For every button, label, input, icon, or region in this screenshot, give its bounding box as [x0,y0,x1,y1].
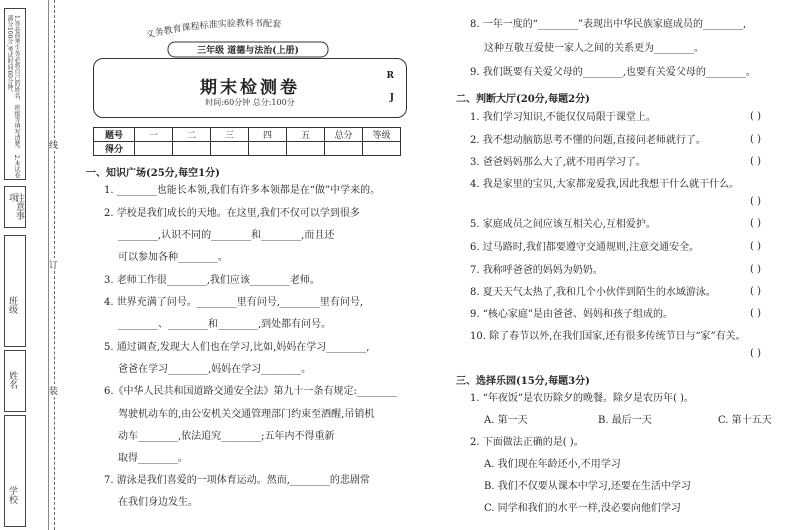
s3-q2: 2. 下面做法正确的是( )。 [470,437,584,448]
section1-title: 一、知识广场(25分,每空1分) [86,168,220,179]
title-box [93,58,407,118]
s3-q1-opt-c[interactable]: C. 第十五天 [718,415,772,426]
s2-item-8: 9. “核心家庭”是由爸爸、妈妈和孩子组成的。 [470,309,673,320]
answer-paren[interactable]: ( ) [750,218,761,229]
s2-item-7: 8. 夏天天气太热了,我和几个小伙伴到陌生的水域游泳。 [470,287,716,298]
s1-line-11: 动车________,依法追究________;五年内不得重新 [118,431,335,442]
name-field[interactable] [4,350,26,412]
s2-item-3: 4. 我是家里的宝贝,大家都宠爱我,因此我想干什么就干什么。 [470,179,740,190]
score-h6: 总分 [325,128,363,142]
s1-line-14: 在我们身边发生。 [118,497,198,508]
page-title: 期末检测卷 [200,78,300,98]
section2-title: 二、判断大厅(20分,每题2分) [456,94,590,105]
score-h3: 三 [211,128,249,142]
notice-title: 注意事项 [7,193,24,220]
side-j: J [389,93,394,103]
answer-paren[interactable]: ( ) [750,348,761,359]
header-arc [128,18,368,58]
answer-paren[interactable]: ( ) [750,308,761,319]
exam-info: 时间:60分钟 总分:100分 [205,98,295,107]
s1-line-2: ________,认识不同的________和________,而且还 [118,230,335,241]
notice-text: 1.答卷前考生务必将自己的姓名、班级等填写清楚。 2.本试卷满分100分,考试时间60分钟。 [6,15,20,179]
answer-paren[interactable]: ( ) [750,286,761,297]
cut-mark-1: 线 [49,138,58,151]
class-field[interactable] [4,235,26,347]
cut-mark-3: 装 [49,384,58,397]
score-h2: 二 [173,128,211,142]
s3-q1: 1. “年夜饭”是农历除夕的晚餐。除夕是农历年( )。 [470,393,694,404]
s2-item-4: 5. 家庭成员之间应该互相关心,互相爱护。 [470,219,656,230]
score-cell[interactable] [363,142,401,156]
answer-paren[interactable]: ( ) [750,264,761,275]
notice-box [4,8,26,180]
cut-mark-2: 订 [49,258,58,271]
s1-line-8: 爸爸在学习________,妈妈在学习________。 [118,364,312,375]
name-label: 姓名 [7,371,17,389]
score-table [93,127,401,156]
answer-paren[interactable]: ( ) [750,156,761,167]
s1-line-0: 1. ________也能长本领,我们有许多本领都是在“做”中学来的。 [104,185,381,196]
score-header-row [94,128,401,142]
answer-paren[interactable]: ( ) [750,111,761,122]
s2-item-5: 6. 过马路时,我们都要遵守交通规则,注意交通安全。 [470,242,700,253]
s1-line-9: 6.《中华人民共和国道路交通安全法》第九十一条有规定:________ [104,386,397,397]
score-h0: 题号 [94,128,135,142]
s2-item-9: 10. 除了春节以外,在我们国家,还有很多传统节日与“家”有关。 [470,331,746,342]
score-h5: 五 [287,128,325,142]
r-line-2: 9. 我们既要有关爱父母的________,也要有关爱父母的________。 [470,67,756,78]
score-cell[interactable] [211,142,249,156]
school-field[interactable] [4,415,26,527]
score-h7: 等级 [363,128,401,142]
s1-line-1: 2. 学校是我们成长的天地。在这里,我们不仅可以学到很多 [104,208,360,219]
s1-line-7: 5. 通过调查,发现大人们也在学习,比如,妈妈在学习________, [104,342,370,353]
r-line-0: 8. 一年一度的“________”表现出中华民族家庭成员的________, [470,19,747,30]
arc-line2: 三年级 道德与法治(上册) [197,46,299,56]
class-label: 班级 [7,296,17,314]
score-row-label: 得分 [94,142,135,156]
score-cell[interactable] [325,142,363,156]
score-h4: 四 [249,128,287,142]
score-cell[interactable] [287,142,325,156]
notice-title-box [4,186,26,228]
score-value-row [94,142,401,156]
school-label: 学校 [7,486,17,504]
r-line-1: 这种互敬互爱使一家人之间的关系更为________。 [484,43,704,54]
s1-line-3: 可以参加各种________。 [118,252,228,263]
s3-q1-opt-a[interactable]: A. 第一天 [484,415,528,426]
s1-line-6: ________、________和________,到处都有问号。 [118,319,332,330]
s3-q2-opt-b[interactable]: B. 我们不仅要从课本中学习,还要在生活中学习 [484,481,691,492]
s2-item-6: 7. 我称呼爸爸的妈妈为奶奶。 [470,265,603,276]
s1-line-10: 驾驶机动车的,由公安机关交通管理部门约束至酒醒,吊销机 [118,409,375,420]
s1-line-4: 3. 老师工作很________,我们应该________老师。 [104,275,320,286]
score-cell[interactable] [249,142,287,156]
s1-line-5: 4. 世界充满了问号。________里有问号,________里有问号, [104,297,364,308]
score-cell[interactable] [135,142,173,156]
s2-item-2: 3. 爸爸妈妈那么大了,就不用再学习了。 [470,157,646,168]
s2-item-1: 2. 我不想动脑筋思考不懂的问题,直接问老师就行了。 [470,135,706,146]
s2-item-0: 1. 我们学习知识,不能仅仅局限于课堂上。 [470,112,656,123]
svg-text:义务教育课程标准实验教科书配套 [145,18,282,41]
side-r: R [386,71,394,81]
arc-line1: 义务教育课程标准实验教科书配套 [145,18,282,41]
answer-paren[interactable]: ( ) [750,196,761,207]
score-h1: 一 [135,128,173,142]
answer-paren[interactable]: ( ) [750,134,761,145]
s3-q2-opt-a[interactable]: A. 我们现在年龄还小,不用学习 [484,459,621,470]
s3-q2-opt-c[interactable]: C. 同学和我们的水平一样,没必要向他们学习 [484,503,681,514]
score-cell[interactable] [173,142,211,156]
s1-line-13: 7. 游泳是我们喜爱的一项体育运动。然而,________的悲剧常 [104,475,370,486]
s1-line-12: 取得________。 [118,453,188,464]
binding-sidebar [0,0,49,530]
s3-q1-opt-b[interactable]: B. 最后一天 [598,415,652,426]
answer-paren[interactable]: ( ) [750,241,761,252]
section3-title: 三、选择乐园(15分,每题3分) [456,376,590,387]
